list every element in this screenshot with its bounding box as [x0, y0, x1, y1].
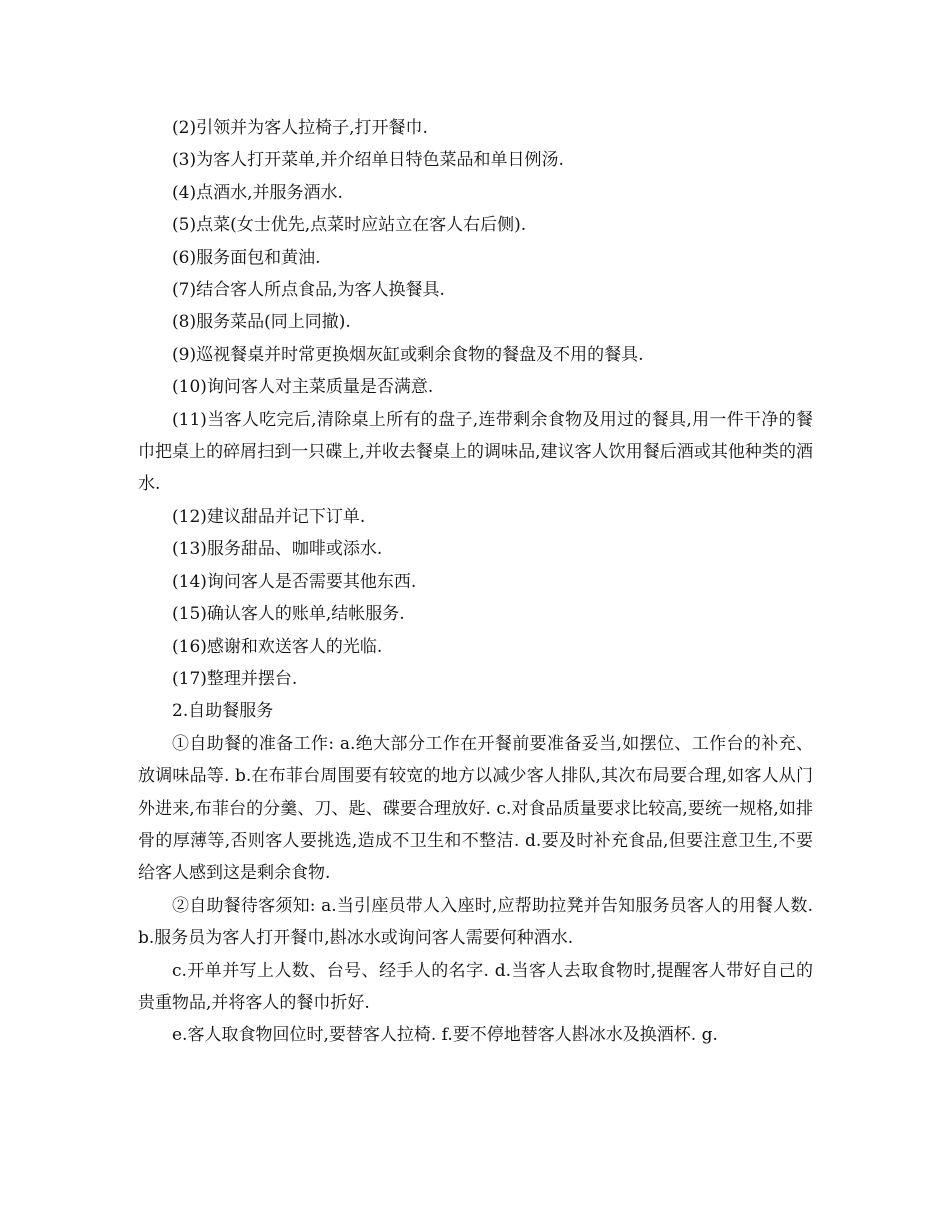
document-body — [138, 112, 813, 1052]
paragraph-step-11: (11)当客人吃完后,清除桌上所有的盘子,连带剩余食物及用过的餐具,用一件干净的餐巾把桌上的碎屑扫到一只碟上,并收去餐桌上的调味品,建议客人饮用餐后酒或其他种类的酒水. — [138, 409, 813, 495]
paragraph-buffet-table-service: e.客人取食物回位时,要替客人拉椅. f.要不停地替客人斟冰水及换酒杯. g. — [172, 1025, 718, 1046]
paragraph-step-5: (5)点菜(女士优先,点菜时应站立在客人右后侧). — [172, 215, 527, 236]
paragraph-step-3: (3)为客人打开菜单,并介绍单日特色菜品和单日例汤. — [172, 150, 564, 171]
paragraph-step-10: (10)询问客人对主菜质量是否满意. — [172, 377, 434, 398]
paragraph-step-13: (13)服务甜品、咖啡或添水. — [172, 539, 383, 560]
paragraph-step-4: (4)点酒水,并服务酒水. — [172, 182, 343, 203]
paragraph-step-14: (14)询问客人是否需要其他东西. — [172, 571, 417, 592]
paragraph-step-15: (15)确认客人的账单,结帐服务. — [172, 604, 405, 625]
paragraph-step-2: (2)引领并为客人拉椅子,打开餐巾. — [172, 118, 428, 138]
paragraph-buffet-order-taking: c.开单并写上人数、台号、经手人的名字. d.当客人去取食物时,提醒客人带好自己的贵重物品,并将客人的餐巾折好. — [138, 960, 813, 1013]
paragraph-step-12: (12)建议甜品并记下订单. — [172, 506, 366, 527]
paragraph-step-16: (16)感谢和欢送客人的光临. — [172, 636, 383, 657]
section-heading-buffet-service: 2.自助餐服务 — [172, 701, 274, 722]
paragraph-step-17: (17)整理并摆台. — [172, 668, 298, 689]
paragraph-step-7: (7)结合客人所点食品,为客人换餐具. — [172, 280, 445, 301]
paragraph-step-6: (6)服务面包和黄油. — [172, 247, 321, 268]
paragraph-step-8: (8)服务菜品(同上同撤). — [172, 312, 351, 333]
paragraph-buffet-preparation: ①自助餐的准备工作: a.绝大部分工作在开餐前要准备妥当,如摆位、工作台的补充、放调味品等. b.在布菲台周围要有较宽的地方以减少客人排队,其次布局要合理,如客人从门外进来,布菲台的分羹、刀、匙、碟要合理放好. c.对食品质量要求比较高,要统一规格,如排骨的厚薄等,否则客人要挑选,造成不卫生和不整洁. d.要及时补充食品,但要注意卫生,不要给客人感到这是剩余食物. — [138, 733, 813, 884]
paragraph-buffet-guest-notes: ②自助餐待客须知: a.当引座员带人入座时,应帮助拉凳并告知服务员客人的用餐人数.b.服务员为客人打开餐巾,斟冰水或询问客人需要何种酒水. — [138, 895, 813, 949]
paragraph-step-9: (9)巡视餐桌并时常更换烟灰缸或剩余食物的餐盘及不用的餐具. — [172, 344, 644, 365]
